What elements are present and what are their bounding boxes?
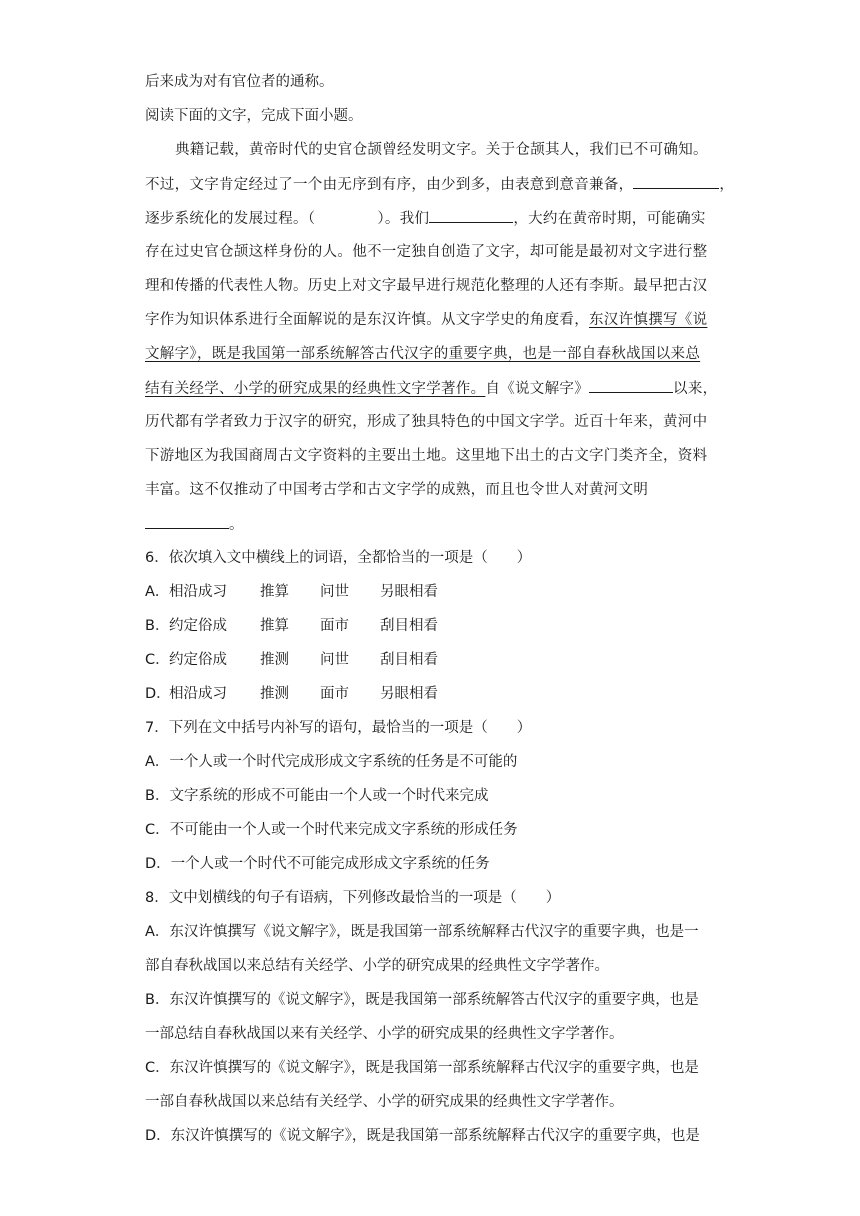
option-a-cont: 部自春秋战国以来总结有关经学、小学的研究成果的经典性文字学著作。 [145,958,609,974]
passage-line: 存在过史官仓颉这样身份的人。他不一定独自创造了文字，却可能是最初对文字进行整 [145,244,708,260]
fill-blank [633,174,719,189]
passage-text: 以来， [673,381,718,397]
option-word: 另眼相看 [380,686,438,702]
passage-line [145,208,706,229]
option-word: 问世 [320,652,349,668]
option-word: 刮目相看 [380,652,438,668]
fill-blank [145,514,229,529]
passage-line: 丰富。这不仅推动了中国考古学和古文字学的成熟，而且也令世人对黄河文明 [145,482,649,498]
question-stem: 8．文中划横线的句子有语病，下列修改最恰当的一项是（ ） [145,890,561,906]
passage-line [145,310,707,330]
passage-line [145,378,717,399]
option-b [145,616,438,636]
option-label: A． [145,584,170,600]
fill-blank [589,378,673,393]
instruction: 阅读下面的文字，完成下面小题。 [145,108,363,124]
passage-text: 逐步系统化的发展过程。（ [145,211,316,227]
passage-line: 典籍记载，黄帝时代的史官仓颉曾经发明文字。关于仓颉其人，我们已不可确知。 [175,142,708,158]
option-word: 推测 [260,652,289,668]
option-c: C．东汉许慎撰写的《说文解字》，既是我国第一部系统解释古代汉字的重要字典，也是 [145,1060,699,1076]
passage-text: ， [719,177,735,193]
option-label: B． [145,618,170,634]
question-stem: 7．下列在文中括号内补写的语句，最恰当的一项是（ ） [145,720,532,736]
passage-line [145,174,734,195]
option-word: 推测 [260,686,289,702]
underlined-sentence: 东汉许慎撰写《说 [589,312,708,328]
underlined-sentence: 结有关经学、小学的研究成果的经典性文字学著作。 [145,381,486,397]
option-c: C．不可能由一个人或一个时代来完成文字系统的形成任务 [145,822,518,838]
option-word: 刮目相看 [380,618,438,634]
option-word: 约定俗成 [169,652,227,668]
underlined-sentence: 文解字》，既是我国第一部系统解答古代汉字的重要字典，也是一部自春秋战国以来总 [145,346,701,362]
option-b: B．东汉许慎撰写的《说文解字》，既是我国第一部系统解答古代汉字的重要字典，也是 [145,992,699,1008]
option-word: 推算 [260,618,289,634]
option-d [145,684,438,704]
passage-text: 。 [229,517,244,533]
passage-line: 历代都有学者致力于汉字的研究，形成了独具特色的中国文字学。近百十年来，黄河中 [145,414,708,430]
option-c [145,650,438,670]
passage-text: 自《说文解字》 [485,381,590,397]
option-word: 问世 [320,584,349,600]
question-stem: 6．依次填入文中横线上的词语，全都恰当的一项是（ ） [145,550,532,566]
option-a: A．一个人或一个时代完成形成文字系统的任务是不可能的 [145,754,518,770]
fill-blank [429,208,513,223]
passage-text: 不过，文字肯定经过了一个由无序到有序，由少到多，由表意到意音兼备， [145,177,634,193]
option-word: 另眼相看 [380,584,438,600]
option-word: 面市 [320,686,349,702]
option-d: D．一个人或一个时代不可能完成形成文字系统的任务 [145,856,490,872]
option-word: 推算 [260,584,289,600]
option-label: C． [145,652,170,668]
passage-text: ，大约在黄帝时期，可能确实 [513,211,706,227]
option-b: B．文字系统的形成不可能由一个人或一个时代来完成 [145,788,489,804]
passage-text: ）。我们 [377,211,430,227]
passage-text: 字作为知识体系进行全面解说的是东汉许慎。从文字学史的角度看， [145,312,589,328]
option-a [145,582,438,602]
passage-line [145,514,244,535]
intro-tail: 后来成为对有官位者的通称。 [145,74,334,90]
option-c-cont: 一部自春秋战国以来总结有关经学、小学的研究成果的经典性文字学著作。 [145,1094,624,1110]
passage-line: 理和传播的代表性人物。历史上对文字最早进行规范化整理的人还有李斯。最早把古汉 [145,278,708,294]
option-d: D．东汉许慎撰写的《说文解字》，既是我国第一部系统解释古代汉字的重要字典，也是 [145,1128,700,1144]
option-word: 相沿成习 [169,686,227,702]
option-word: 约定俗成 [169,618,227,634]
passage-line: 下游地区为我国商周古文字资料的主要出土地。这里地下出土的古文字门类齐全，资料 [145,448,708,464]
option-b-cont: 一部总结自春秋战国以来有关经学、小学的研究成果的经典性文字学著作。 [145,1026,624,1042]
option-label: D． [145,686,171,702]
option-word: 相沿成习 [169,584,227,600]
option-word: 面市 [320,618,349,634]
option-a: A．东汉许慎撰写《说文解字》，既是我国第一部系统解释古代汉字的重要字典，也是一 [145,924,699,940]
